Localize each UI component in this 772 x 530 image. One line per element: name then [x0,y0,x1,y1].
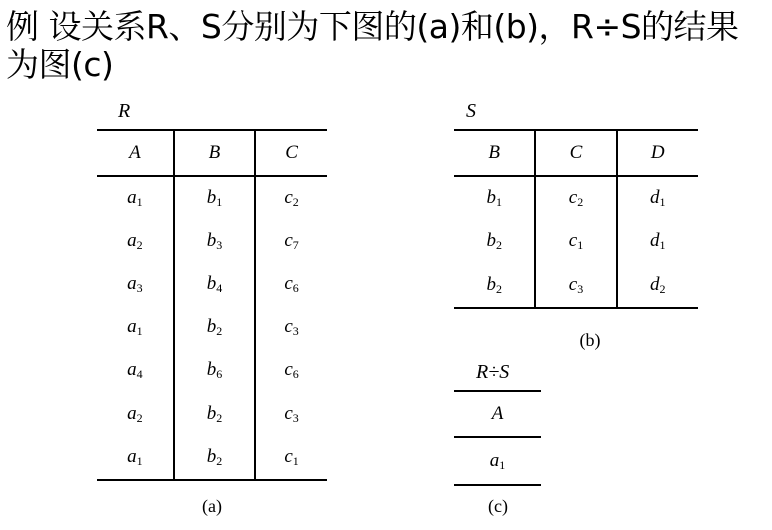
relation-r-table-cell [174,392,255,435]
relation-s-column-header: D [617,130,698,176]
cell-symbol: c [568,273,578,295]
cell-symbol: c [568,187,578,209]
relation-r-table-row [97,306,327,349]
cell-symbol: d [650,273,660,295]
relation-s-caption: (b) [579,330,601,350]
cell-symbol: c [284,316,293,338]
cell-subscript: 2 [136,238,143,253]
cell-symbol: b [486,273,496,295]
relation-r-table-cell [174,263,255,306]
relation-r-table-row [97,263,327,306]
relation-r-table-cell [174,176,255,220]
cell-subscript: 2 [577,195,584,210]
relation-s-body [454,176,698,308]
relation-r-body [97,176,327,480]
cell-subscript: 3 [136,281,143,296]
cell-symbol: c [568,230,578,252]
relation-r-table-cell [174,220,255,263]
cell-symbol: b [206,230,217,252]
relation-s-table [454,129,698,309]
cell-symbol: a [127,187,137,209]
cell-symbol: a [127,359,137,381]
cell-symbol: a [127,273,137,295]
cell-subscript: 1 [216,195,223,210]
cell-symbol: c [284,273,293,295]
relation-r-column-header: A [129,142,141,163]
cell-symbol: b [206,187,217,209]
relation-s-table-cell [454,264,535,308]
quotient-column-header: A [491,403,504,424]
cell-subscript: 2 [216,410,223,425]
relation-s-table-cell [454,220,535,263]
quotient-name: R÷S [476,361,510,383]
cell-subscript: 1 [292,453,299,468]
relation-r-column-header: B [174,130,255,176]
relation-s-column-header: C [535,130,616,176]
cell-subscript: 2 [216,324,223,339]
cell-symbol: b [206,273,217,295]
cell-subscript: 1 [136,324,143,339]
relation-r-table-cell [255,263,327,306]
relation-s-table-row [454,176,698,220]
relation-r-table-cell [255,392,327,435]
relation-s-column-header: B [488,142,501,163]
cell-symbol: d [650,230,660,252]
relation-r-table-cell [97,436,174,480]
cell-symbol: a [127,230,137,252]
cell-subscript: 2 [495,281,502,296]
relation-r-table-cell [97,220,174,263]
relation-s-table-row [454,264,698,308]
cell-subscript: 1 [136,195,143,210]
relation-r-table-cell [97,263,174,306]
relation-r-table-cell [255,436,327,480]
quotient-table [454,390,541,486]
cell-subscript: 1 [499,457,506,472]
quotient-table-row [454,437,541,485]
relation-s-header-row [454,130,698,176]
relation-r-table-cell [255,220,327,263]
cell-subscript: 2 [136,410,143,425]
relation-r-table-cell [97,176,174,220]
relation-r-table-row [97,392,327,435]
relation-r-table-row [97,176,327,220]
quotient-table-cell [454,437,541,485]
relation-r-table-row [97,349,327,392]
relation-r-table-cell [97,306,174,349]
relation-r-table-cell [255,349,327,392]
relation-r-table-row [97,220,327,263]
cell-subscript: 7 [292,238,299,253]
relation-s-table-cell [454,176,535,220]
cell-subscript: 2 [216,453,223,468]
cell-symbol: a [127,402,137,424]
cell-subscript: 6 [292,281,299,296]
cell-subscript: 6 [292,367,299,382]
relation-r-table [97,129,327,481]
relation-r-column-header: C [255,130,327,176]
relation-s-table-cell [535,264,616,308]
cell-subscript: 3 [292,324,299,339]
cell-symbol: b [486,187,496,209]
cell-subscript: 2 [292,195,299,210]
cell-subscript: 4 [136,367,143,382]
cell-symbol: a [127,316,137,338]
relation-r-name: R [118,100,131,122]
cell-symbol: b [206,445,217,467]
cell-subscript: 1 [136,453,143,468]
cell-subscript: 4 [216,281,223,296]
cell-symbol: b [486,230,496,252]
relation-s-name: S [466,100,476,122]
cell-symbol: b [206,316,217,338]
relation-r-table-cell [174,349,255,392]
heading: 例 设关系R、S分别为下图的(a)和(b)，R÷S的结果为图(c) [6,7,739,84]
cell-symbol: c [284,445,293,467]
cell-subscript: 1 [495,195,502,210]
cell-subscript: 3 [292,410,299,425]
relation-r-table-cell [97,349,174,392]
relation-s-table-row [454,220,698,263]
cell-symbol: d [650,187,660,209]
cell-subscript: 3 [577,281,584,296]
cell-symbol: a [127,445,137,467]
cell-subscript: 1 [659,195,666,210]
relation-r-table-cell [255,176,327,220]
cell-subscript: 2 [659,281,666,296]
relation-s-table-cell [617,264,698,308]
cell-symbol: c [284,402,293,424]
relation-s-table-cell [617,220,698,263]
quotient-body [454,437,541,485]
relation-s-table-cell [535,220,616,263]
cell-symbol: a [489,449,500,471]
relation-r-header-row [97,130,327,176]
relation-r-table-cell [174,306,255,349]
relation-r-table-cell [174,436,255,480]
relation-r-table-row [97,436,327,480]
relation-s-table-cell [617,176,698,220]
cell-symbol: c [284,187,293,209]
cell-symbol: c [284,359,293,381]
cell-subscript: 1 [577,238,584,253]
cell-symbol: c [284,230,293,252]
relation-s-table-cell [535,176,616,220]
cell-subscript: 1 [659,238,666,253]
cell-symbol: b [206,359,217,381]
cell-subscript: 3 [216,238,223,253]
relation-r-table-cell [255,306,327,349]
quotient-header-row [454,391,541,437]
cell-subscript: 2 [495,238,502,253]
quotient-caption: (c) [488,496,508,516]
cell-symbol: b [206,402,217,424]
relation-r-caption: (a) [202,496,222,516]
relation-r-table-cell [97,392,174,435]
cell-subscript: 6 [216,367,223,382]
